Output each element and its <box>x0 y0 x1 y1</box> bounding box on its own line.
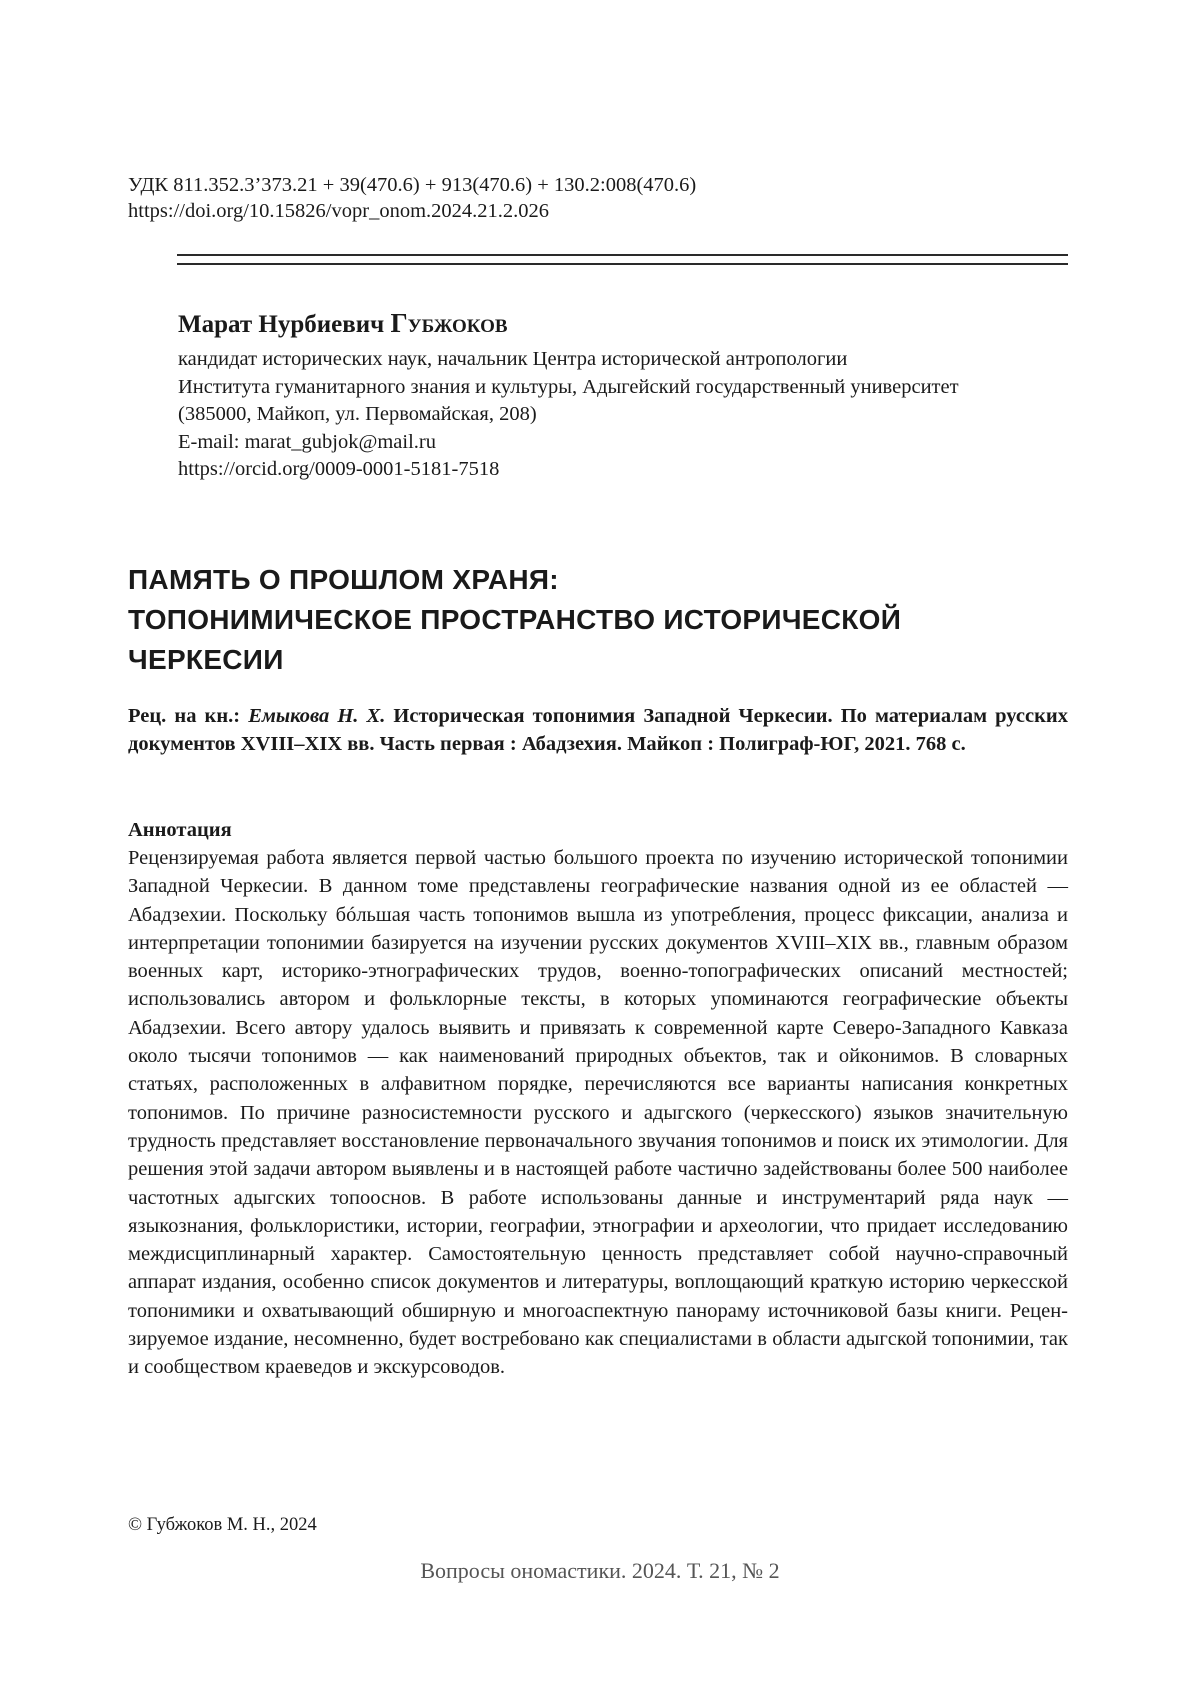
journal-footer: Вопросы ономастики. 2024. Т. 21, № 2 <box>420 1558 780 1583</box>
abstract-section <box>128 816 1068 1382</box>
author-affiliation: Института гуманитарного знания и культуры, Адыгейский государственный университет <box>178 375 959 398</box>
author-given-names: Марат Нурбиевич <box>178 311 385 338</box>
title-line: ЧЕРКЕСИИ <box>128 644 284 675</box>
review-prefix: Рец. на кн.: <box>128 705 249 727</box>
author-block <box>178 306 1078 484</box>
author-orcid[interactable]: https://orcid.org/0009-0001-5181-7518 <box>178 458 500 480</box>
article-title <box>128 560 1088 680</box>
book-author: Емыкова Н. Х. <box>248 705 386 727</box>
header-rule-bottom <box>177 263 1068 265</box>
book-details: Историческая топонимия Западной Черкесии. По материалам русских документов XVIII–XIX вв. Часть первая : Абадзехия. Майкоп : Полиграф-ЮГ, 2021. 768 с. <box>128 705 1068 755</box>
author-email[interactable]: E-mail: marat_gubjok@mail.ru <box>178 430 436 453</box>
header-rule-top <box>177 254 1068 256</box>
title-line: ТОПОНИМИЧЕСКОЕ ПРОСТРАНСТВО ИСТОРИЧЕСКОЙ <box>128 604 902 635</box>
copyright-notice: © Губжоков М. Н., 2024 <box>128 1515 317 1535</box>
udc-code: УДК 811.352.3’373.21 + 39(470.6) + 913(470.6) + 130.2:008(470.6) <box>128 174 697 196</box>
author-position: кандидат исторических наук, начальник Центра исторической антропологии <box>178 348 848 370</box>
doi-link[interactable]: https://doi.org/10.15826/vopr_onom.2024.21.2.026 <box>128 200 550 222</box>
article-identifiers <box>128 172 1088 224</box>
title-line: ПАМЯТЬ О ПРОШЛОМ ХРАНЯ: <box>128 564 559 595</box>
reviewed-book <box>128 703 1068 758</box>
author-name <box>178 306 1078 342</box>
abstract-text: Рецензируемая работа является первой частью большого проекта по изучению исторической топонимии Западной Черкесии. В данном томе представлены географические названия одной из ее областей — Абадзехии. Поскольку бóльшая часть топонимов вышла из употребления, процесс фиксации, анализа и интерпретации топонимии базируется на изучении русских документов XVIII–XIX вв., главным образом военных карт, историко-этнографических трудов, военно-топографических описаний местностей; использовались автором и фольклорные тексты, в которых упоминаются географические объекты Абадзехии. Всего автору удалось выявить и привязать к современной карте Северо-Западного Кавказа около тысячи топонимов — как наименований природных объектов, так и ойконимов. В словарных статьях, расположенных в алфавитном порядке, перечисляются все варианты написания конкретных топонимов. По причине разносистемности русского и адыгского (черкесского) языков значительную трудность представляет восстановление первоначального звучания топонимов и поиск их этимологии. Для решения этой задачи автором выявлены и в настоящей работе частично задействованы более 500 наиболее частотных адыгских топооснов. В работе использованы данные и инструментарий ряда наук — языкознания, фольклористики, истории, географии, этнографии и археологии, что придает исследованию междисциплинарный характер. Самостоятельную ценность представляет собой научно-справочный аппарат издания, особенно список документов и литературы, воплощающий краткую историю черкесской топонимики и охватывающий обширную и многоаспектную панораму источниковой базы книги. Рецензируемое издание, несомненно, будет востребовано как специалистами в области адыгской топонимии, так и сообществом краеведов и экскурсоводов. <box>128 847 1068 1379</box>
author-surname: Губжоков <box>390 308 508 338</box>
author-address: (385000, Майкоп, ул. Первомайская, 208) <box>178 403 537 425</box>
abstract-heading: Аннотация <box>128 819 232 841</box>
